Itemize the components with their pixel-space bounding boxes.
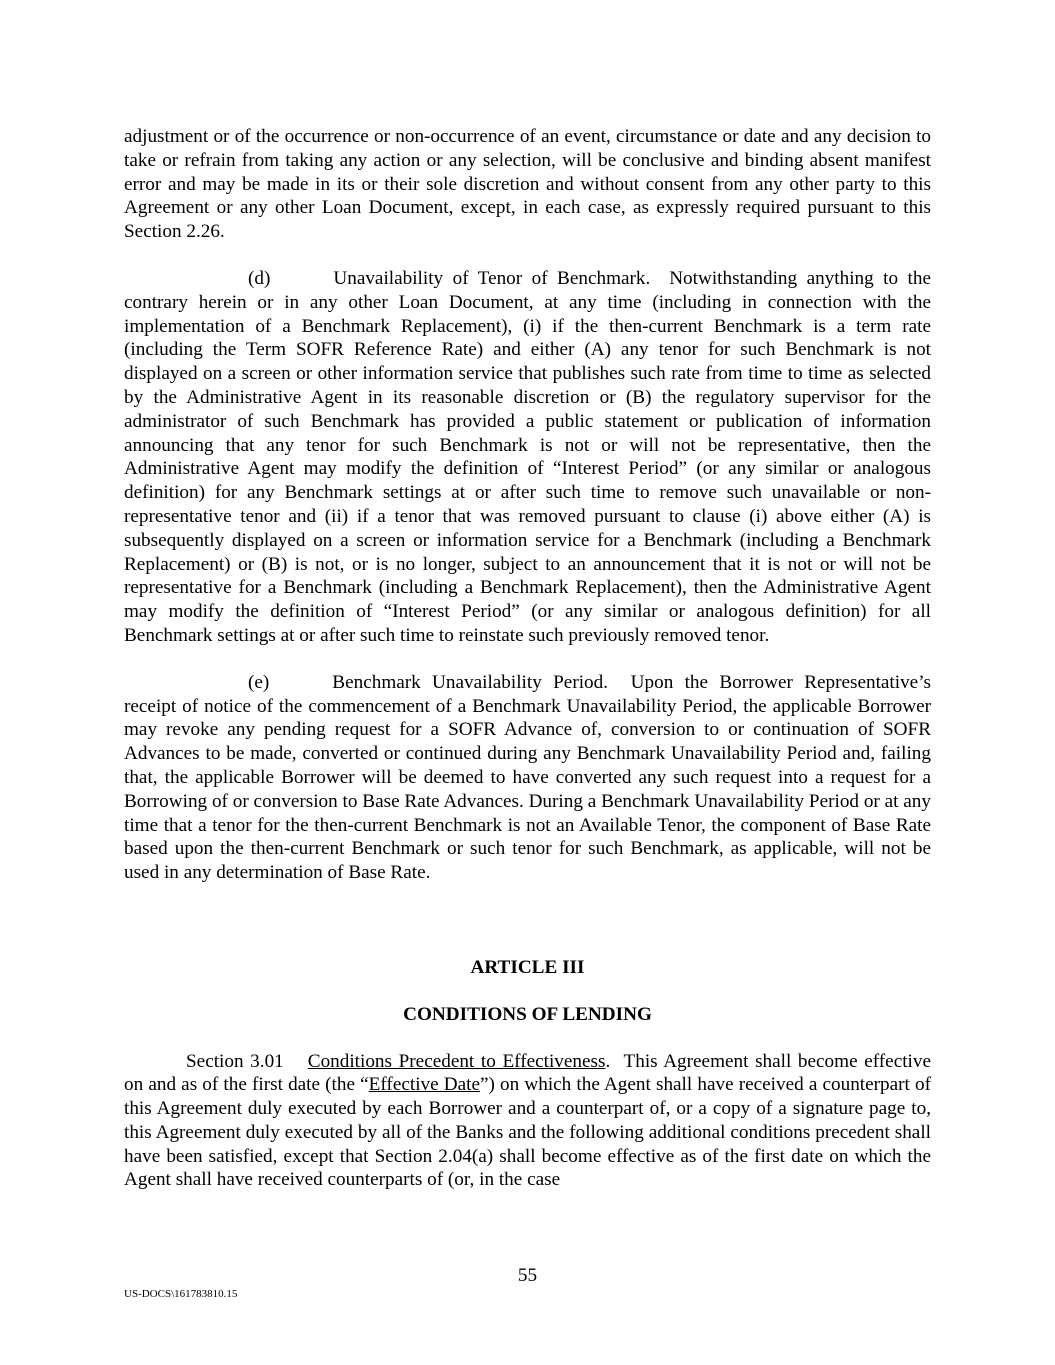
paragraph-e [124,671,931,885]
document-id: US-DOCS\161783810.15 [124,1288,238,1300]
section-title-end: . [605,1050,611,1072]
article-title: CONDITIONS OF LENDING [403,1003,652,1025]
paragraph-d-heading: Unavailability of Tenor of Benchmark. [333,267,651,289]
paragraph-continuation: adjustment or of the occurrence or non-occurrence of an event, circumstance or date and any decision to take or refrain from taking any action or any selection, will be conclusive and binding absent manifest error and may be made in its or their sole discretion and without consent from any other party to this Agreement or any other Loan Document, except, in each case, as expressly required pursuant to this Section 2.26. [124,126,931,243]
paragraph-d-label: (d) [248,267,271,289]
paragraph-e-label: (e) [248,671,270,693]
section-text-2: ”) on which the Agent shall have received a counterpart of this Agreement duly executed by each Borrower and a counterpart of, or a copy of a signature page to, this Agreement duly executed by all of the Banks and the following additional conditions precedent shall have been satisfied, except that Section 2.04(a) shall become effective as of the first date on which the Agent shall have received counterparts of (or, in the case [124,1074,931,1191]
section-number: Section 3.01 [186,1050,284,1072]
paragraph-e-heading: Benchmark Unavailability Period. [332,671,609,693]
paragraph-d-body: Notwithstanding anything to the contrary herein or in any other Loan Document, at any time (including in connection with the implementation of a Benchmark Replacement), (i) if the then-current Benchmark is a term rate (including the Term SOFR Reference Rate) and either (A) any tenor for such Benchmark is not displayed on a screen or other information service that publishes such rate from time to time as selected by the Administrative Agent in its reasonable discretion or (B) the regulatory supervisor for the administrator of such Benchmark has provided a public statement or publication of information announcing that any tenor for such Benchmark is not or will not be representative, then the Administrative Agent may modify the definition of “Interest Period” (or any similar or analogous definition) for any Benchmark settings at or after such time to remove such unavailable or non-representative tenor and (ii) if a tenor that was removed pursuant to clause (i) above either (A) is subsequently displayed on a screen or information service for a Benchmark (including a Benchmark Replacement) or (B) is not, or is no longer, subject to an announcement that it is not or will not be representative for a Benchmark (including a Benchmark Replacement), then the Administrative Agent may modify the definition of “Interest Period” (or any similar or analogous definition) for all Benchmark settings at or after such time to reinstate such previously removed tenor. [124,267,931,646]
section-3-01 [124,1050,931,1193]
article-heading: ARTICLE III [470,956,585,978]
document-page [124,125,931,1192]
section-text-1: This Agreement shall become effective on and as of the first date (the “ [124,1050,931,1096]
paragraph-e-body: Upon the Borrower Representative’s receipt of notice of the commencement of a Benchmark Unavailability Period, the applicable Borrower may revoke any pending request for a SOFR Advance of, conversion to or continuation of SOFR Advances to be made, converted or continued during any Benchmark Unavailability Period and, failing that, the applicable Borrower will be deemed to have converted any such request into a request for a Borrowing of or conversion to Base Rate Advances. During a Benchmark Unavailability Period or at any time that a tenor for the then-current Benchmark is not an Available Tenor, the component of Base Rate based upon the then-current Benchmark or such tenor for such Benchmark, as applicable, will not be used in any determination of Base Rate. [124,671,932,884]
defined-term-effective-date: Effective Date [368,1074,480,1096]
page-number: 55 [517,1265,538,1286]
section-title: Conditions Precedent to Effectiveness [307,1050,606,1072]
paragraph-d [124,267,931,648]
